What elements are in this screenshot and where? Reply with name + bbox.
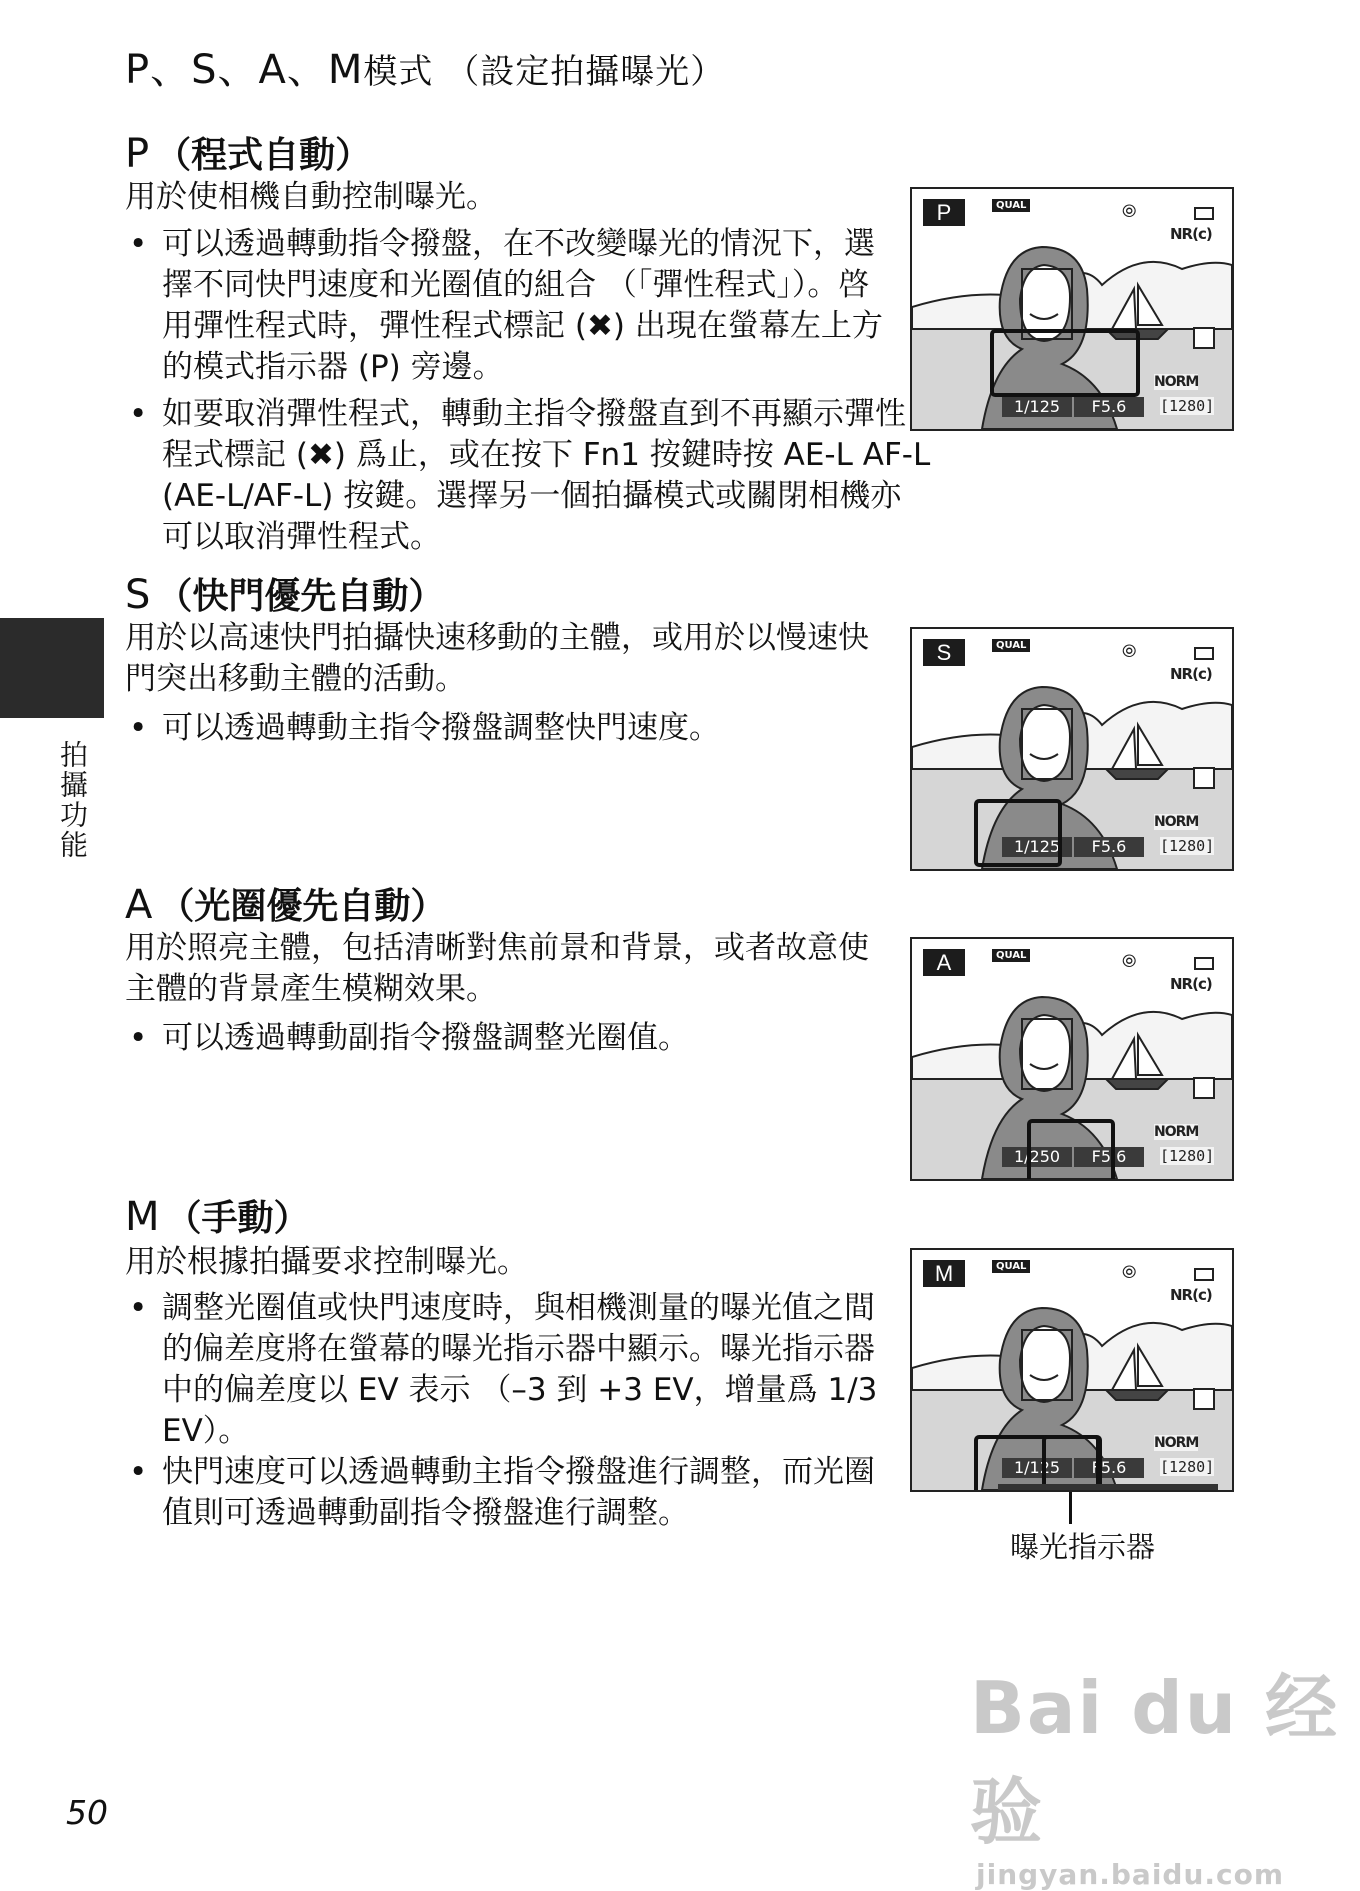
shutter-speed: 1/125: [1002, 1458, 1072, 1478]
noise-reduction-indicator: NR(ᴄ): [1170, 1286, 1212, 1304]
screen-m: [910, 1248, 1234, 1492]
page-number: 50: [66, 1793, 108, 1832]
battery-icon: [1194, 957, 1214, 970]
section-a-letter: A: [125, 882, 153, 928]
battery-icon: [1194, 647, 1214, 660]
aperture-value: F5.6: [1074, 1147, 1144, 1167]
section-p-heading: （程式自動）: [155, 135, 372, 176]
side-tab-block: [0, 618, 104, 718]
baidu-watermark: [970, 1650, 1360, 1891]
screen-p: [910, 187, 1234, 431]
section-p-letter: P: [125, 131, 150, 177]
section-s-bullet-1: • 可以透過轉動主指令撥盤調整快門速度。: [125, 708, 895, 749]
shutter-speed: 1/250: [1002, 1147, 1072, 1167]
section-m-intro: 用於根據拍攝要求控制曝光。: [125, 1244, 528, 1280]
highlight-frame: [990, 329, 1140, 397]
section-a-bullet-1: • 可以透過轉動副指令撥盤調整光圈值。: [125, 1018, 895, 1059]
battery-icon: [1194, 1268, 1214, 1281]
section-p-bullets: [125, 224, 895, 388]
section-p-title: [125, 127, 371, 178]
section-s-letter: S: [125, 572, 151, 618]
section-m-bullet-2: • 快門速度可以透過轉動主指令撥盤進行調整，而光圈值則可透過轉動副指令撥盤進行調整。: [125, 1452, 895, 1534]
screen-s: [910, 627, 1234, 871]
mode-indicator: A: [923, 949, 965, 976]
section-m-letter: M: [125, 1194, 160, 1240]
shutter-speed: 1/125: [1002, 397, 1072, 417]
header-title: 模式 （設定拍攝曝光）: [363, 52, 726, 92]
exposure-indicator-label: 曝光指示器: [1010, 1530, 1156, 1564]
section-m-bullet-1: • 調整光圈值或快門速度時，與相機測量的曝光值之間的偏差度將在螢幕的曝光指示器中顯示。曝光指示器中的偏差度以 EV 表示 （–3 到 +3 EV，增量爲 1/3 EV）。: [125, 1288, 895, 1452]
section-m-bullets: [125, 1288, 895, 1534]
norm-indicator: NORM: [1154, 814, 1199, 830]
section-p-intro: 用於使相機自動控制曝光。: [125, 179, 497, 215]
noise-reduction-indicator: NR(ᴄ): [1170, 225, 1212, 243]
section-a-title: [125, 878, 446, 929]
section-p-bullet-2: [125, 394, 932, 558]
metering-icon: [1193, 1388, 1215, 1410]
aperture-value: F5.6: [1074, 397, 1144, 417]
norm-indicator: NORM: [1154, 1124, 1199, 1140]
section-a-intro: 用於照亮主體，包括清晰對焦前景和背景，或者故意使主體的背景產生模糊效果。: [125, 930, 869, 1007]
stabilization-icon: ⦾: [1122, 641, 1137, 662]
noise-reduction-indicator: NR(ᴄ): [1170, 975, 1212, 993]
noise-reduction-indicator: NR(ᴄ): [1170, 665, 1212, 683]
mode-indicator: P: [923, 199, 965, 226]
image-size-indicator: [1280]: [1160, 397, 1215, 415]
metering-icon: [1193, 327, 1215, 349]
image-size-indicator: [1280]: [1160, 837, 1215, 855]
exposure-indicator: [998, 1484, 1218, 1492]
image-quality-indicator: QUAL: [992, 949, 1030, 962]
watermark-sub: jingyan.baidu.com: [976, 1858, 1285, 1891]
screen-a: [910, 937, 1234, 1181]
stabilization-icon: ⦾: [1122, 201, 1137, 222]
image-size-indicator: [1280]: [1160, 1147, 1215, 1165]
section-s-heading: （快門優先自動）: [156, 576, 445, 617]
section-m-title: [125, 1190, 310, 1241]
battery-icon: [1194, 207, 1214, 220]
section-s-intro: 用於以高速快門拍攝快速移動的主體，或用於以慢速快門突出移動主體的活動。: [125, 620, 869, 697]
aperture-value: F5.6: [1074, 1458, 1144, 1478]
section-a-heading: （光圈優先自動）: [158, 886, 447, 927]
stabilization-icon: ⦾: [1122, 951, 1137, 972]
page-header: [125, 38, 725, 95]
stabilization-icon: ⦾: [1122, 1262, 1137, 1283]
watermark-main: Bai du 经验: [970, 1666, 1340, 1854]
section-a-bullets: [125, 1018, 895, 1059]
section-s-title: [125, 568, 444, 619]
highlight-frame: [1027, 1119, 1115, 1181]
shutter-speed: 1/125: [1002, 837, 1072, 857]
exposure-indicator-leader-line: [1069, 1492, 1072, 1524]
side-tab-label: 拍攝功能: [56, 740, 89, 860]
mode-indicator: S: [923, 639, 965, 666]
norm-indicator: NORM: [1154, 374, 1199, 390]
image-size-indicator: [1280]: [1160, 1458, 1215, 1476]
section-p-bullet-2-text: 如要取消彈性程式，轉動主指令撥盤直到不再顯示彈性程式標記 (✖) 爲止，或在按下 Fn1 按鍵時按 AE-L AF-L (AE-L/AF-L) 按鍵。選擇另一個拍攝模式或關閉相機亦可以取消彈性程式。: [162, 396, 931, 555]
header-modes: P、S、A、M: [125, 47, 364, 93]
image-quality-indicator: QUAL: [992, 1260, 1030, 1273]
section-p-bullet-1: • 可以透過轉動指令撥盤，在不改變曝光的情況下，選擇不同快門速度和光圈值的組合 （「彈性程式」）。啓用彈性程式時，彈性程式標記 (✖) 出現在螢幕左上方的模式指示器 (P) 旁邊。: [125, 224, 895, 388]
mode-indicator: M: [923, 1260, 965, 1287]
image-quality-indicator: QUAL: [992, 199, 1030, 212]
norm-indicator: NORM: [1154, 1435, 1199, 1451]
section-s-bullets: [125, 708, 895, 749]
highlight-frame: [974, 799, 1062, 867]
image-quality-indicator: QUAL: [992, 639, 1030, 652]
metering-icon: [1193, 767, 1215, 789]
metering-icon: [1193, 1077, 1215, 1099]
section-m-heading: （手動）: [165, 1198, 310, 1239]
aperture-value: F5.6: [1074, 837, 1144, 857]
